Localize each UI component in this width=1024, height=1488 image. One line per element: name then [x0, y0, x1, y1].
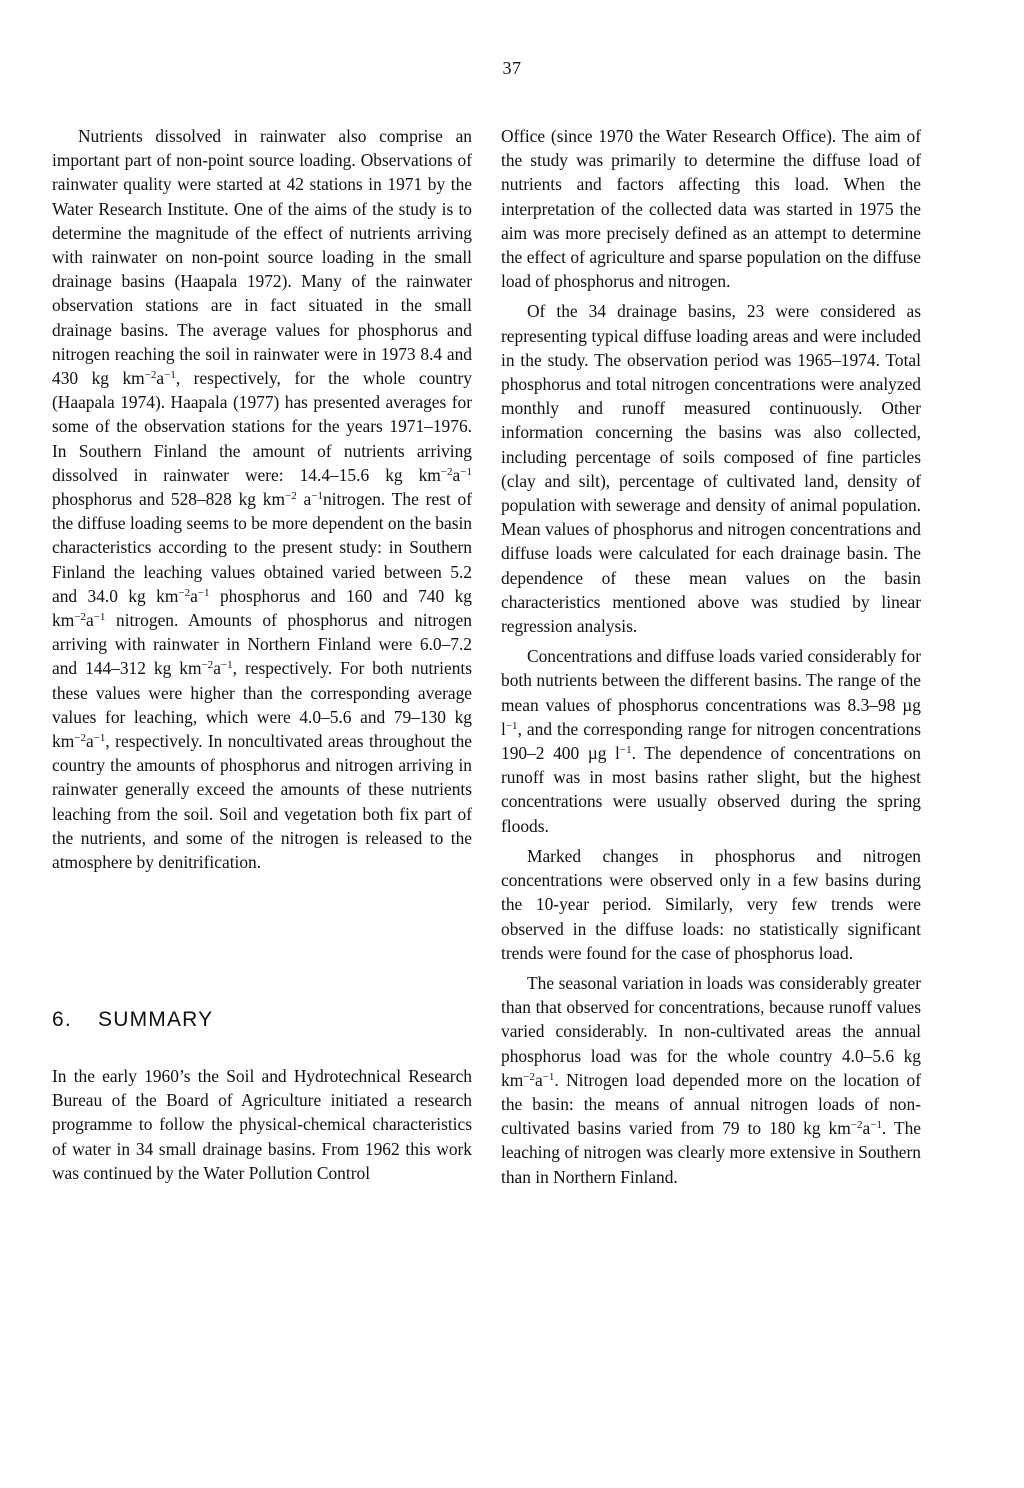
- rainwater-paragraph: Nutrients dissolved in rainwater also comprise an important part of non-point source loading. Observations of rainwater quality were started at 42 stations in 1971 by the Water Research Institute. One of the aims of the study is to determine the magnitude of the effect of nutrients arriving with rainwater on non-point source loading in the small drainage basins (Haapala 1972). Many of the rainwater observation stations are in fact situated in the small drainage basins. The average values for phosphorus and nitrogen reaching the soil in rainwater were in 1973 8.4 and 430 kg $km^{-2}a^{-1}$, respectively, for the whole country (Haapala 1974). Haapala (1977) has presented averages for some of the observation stations for the years 1971–1976. In Southern Finland the amount of nutrients arriving dissolved in rainwater were: 14.4–15.6 kg $km^{-2}a^{-1}$ phosphorus and 528–828 kg $km^{-2}$ $a^{-1}nitrogen$. The rest of the diffuse loading seems to be more dependent on the basin characteristics according to the present study: in Southern Finland the leaching values obtained varied between 5.2 and 34.0 kg $km^{-2}a^{-1}$ phosphorus and 160 and 740 kg $km^{-2}a^{-1}$ nitrogen. Amounts of phosphorus and nitrogen arriving with rainwater in Northern Finland were 6.0–7.2 and 144–312 kg $km^{-2}a^{-1}$, respectively. For both nutrients these values were higher than the corresponding average values for leaching, which were 4.0–5.6 and 79–130 kg $km^{-2}a^{-1}$, respectively. In noncultivated areas throughout the country the amounts of phosphorus and nitrogen arriving in rainwater generally exceed the amounts of these nutrients leaching from the soil. Soil and vegetation both fix part of the nutrients, and some of the nitrogen is released to the atmosphere by denitrification.: [52, 126, 472, 873]
- summary-column: [52, 1064, 472, 1185]
- right-paragraph-5: The seasonal variation in loads was considerably greater than that observed for concentrations, because runoff values varied considerably. In non-cultivated areas the annual phosphorus load was for the whole country 4.0–5.6 kg $km^{-2}a^{-1}$. Nitrogen load depended more on the location of the basin: the means of annual nitrogen loads of non-cultivated basins varied from 79 to 180 kg $km^{-2}a^{-1}$. The leaching of nitrogen was clearly more extensive in Southern than in Northern Finland.: [501, 972, 922, 1187]
- page-number: 37: [502, 58, 522, 78]
- summary-heading: [52, 1008, 472, 1032]
- summary-paragraph: In the early 1960’s the Soil and Hydrotechnical Research Bureau of the Board of Agriculture initiated a research programme to follow the physical-chemical characteristics of water in 34 small drainage basins. From 1962 this work was continued by the Water Pollution Control: [52, 1066, 472, 1183]
- right-paragraph-2: Of the 34 drainage basins, 23 were considered as representing typical diffuse loading areas and were included in the study. The observation period was 1965–1974. Total phosphorus and total nitrogen concentrations were analyzed monthly and runoff measured continuously. Other information concerning the basins was also collected, including percentage of soils composed of fine particles (clay and silt), percentage of cultivated land, density of population with sewerage and density of animal population. Mean values of phosphorus and nitrogen concentrations and diffuse loads were calculated for each drainage basin. The dependence of these mean values on the basin characteristics mentioned above was studied by linear regression analysis.: [501, 301, 921, 637]
- right-paragraph-1: Office (since 1970 the Water Research Office). The aim of the study was primarily to determine the diffuse load of nutrients and factors affecting this load. When the interpretation of the collected data was started in 1975 the aim was more precisely defined as an attempt to determine the effect of agriculture and sparse population on the diffuse load of phosphorus and nitrogen.: [501, 126, 921, 292]
- left-column: [52, 124, 472, 874]
- section-title: SUMMARY: [98, 1008, 214, 1031]
- section-number: 6.: [52, 1008, 72, 1031]
- right-paragraph-4: Marked changes in phosphorus and nitrogen concentrations were observed only in a few basins during the 10-year period. Similarly, very few trends were observed in the diffuse loads: no statistically significant trends were found for the case of phosphorus load.: [501, 845, 921, 963]
- right-paragraph-3: Concentrations and diffuse loads varied considerably for both nutrients between the different basins. The range of the mean values of phosphorus concentrations was 8.3–98 µg $l^{-1}$, and the corresponding range for nitrogen concentrations 190–2 400 µg $l^{-1}$. The dependence of concentrations on runoff was in most basins rather slight, but the highest concentrations were usually observed during the spring floods.: [501, 646, 921, 836]
- right-column: [501, 124, 921, 1189]
